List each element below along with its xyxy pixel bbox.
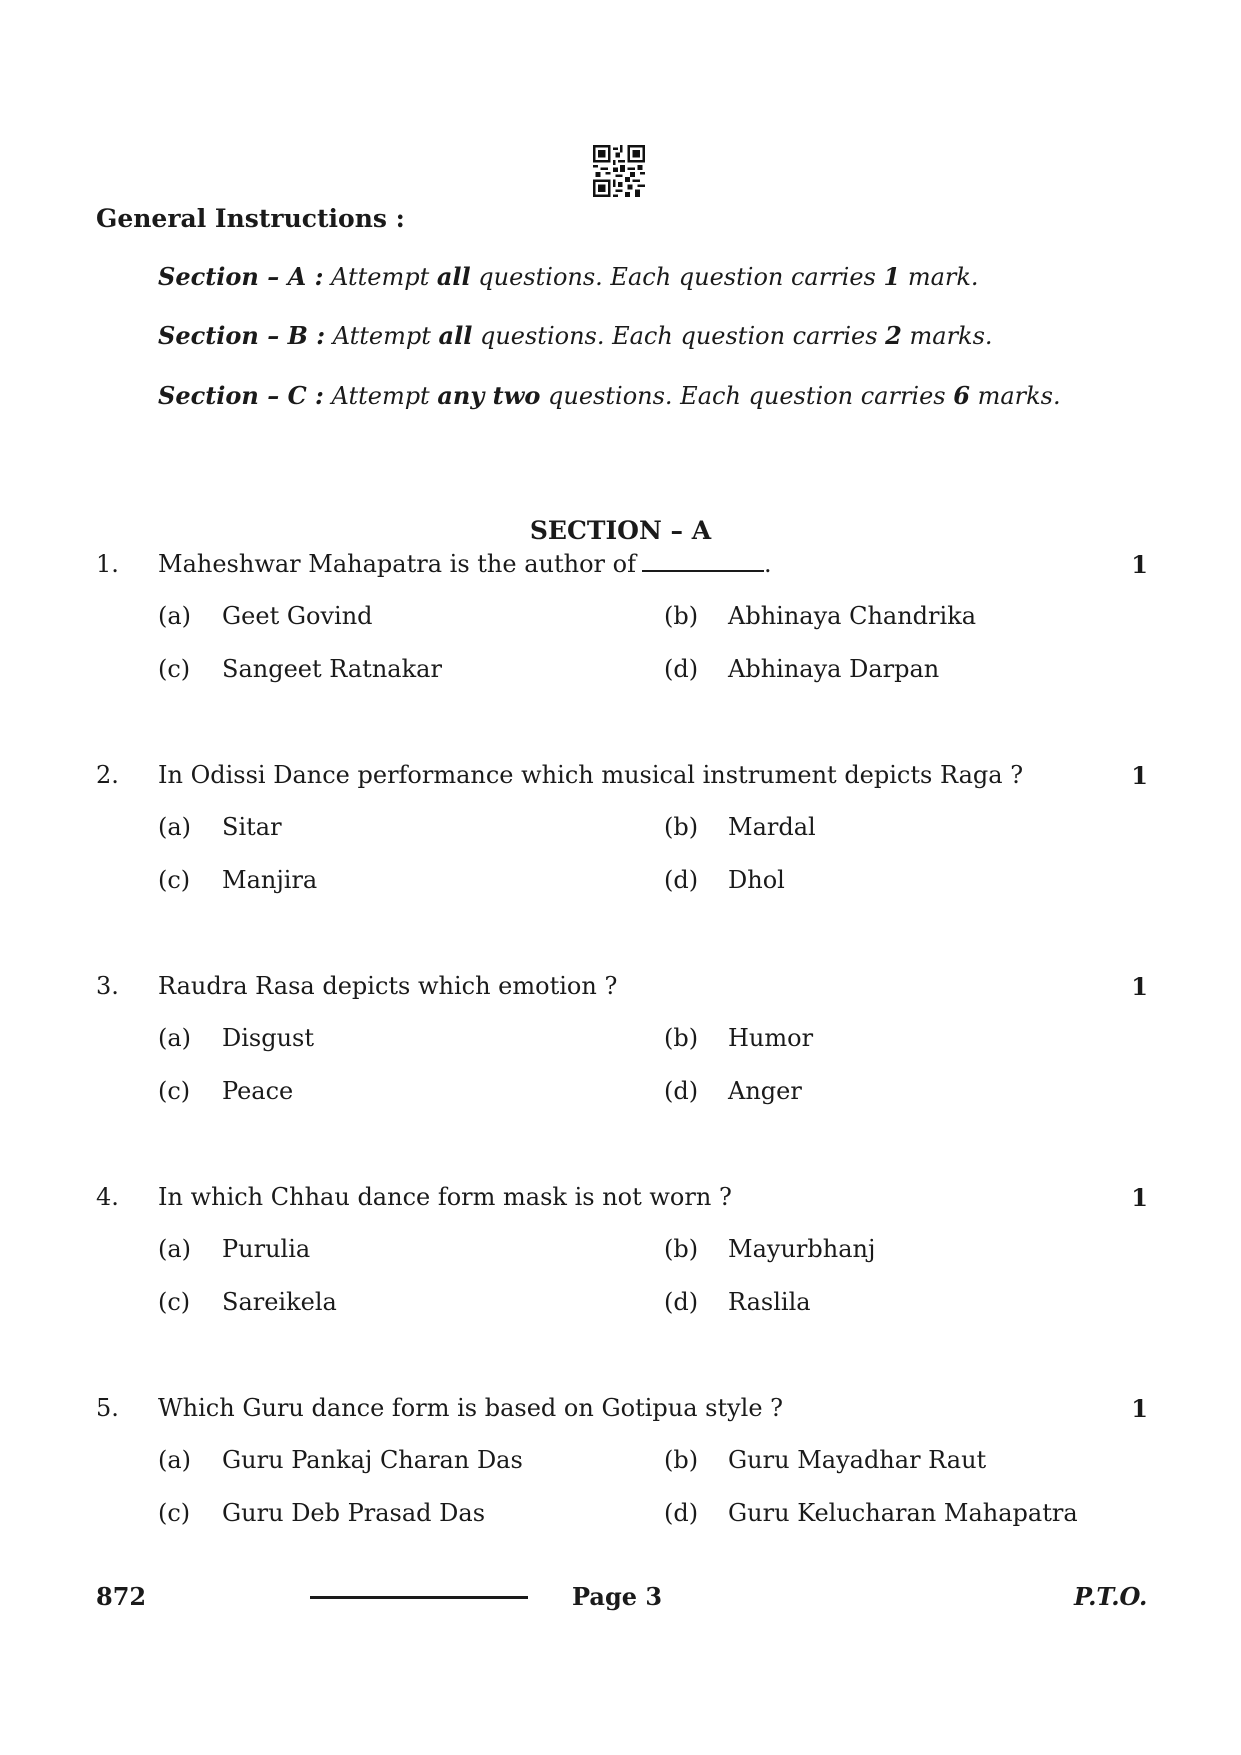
question-mark: 1 bbox=[1131, 1183, 1148, 1212]
option-text: Guru Deb Prasad Das bbox=[222, 1499, 486, 1527]
page-number: Page 3 bbox=[572, 1582, 663, 1611]
instruction-section-label: Section – A : bbox=[158, 262, 324, 291]
question-number: 3. bbox=[96, 972, 119, 1000]
option-text: Abhinaya Chandrika bbox=[728, 602, 977, 630]
option-text: Peace bbox=[222, 1077, 294, 1105]
instruction-text: marks. bbox=[969, 382, 1061, 410]
option-label: (a) bbox=[158, 1446, 192, 1474]
qr-code bbox=[593, 145, 645, 197]
option-text: Guru Pankaj Charan Das bbox=[222, 1446, 523, 1474]
option-label: (d) bbox=[664, 1288, 699, 1316]
option-text: Sangeet Ratnakar bbox=[222, 655, 442, 683]
option-label: (c) bbox=[158, 1499, 191, 1527]
instruction-section-label: Section – B : bbox=[158, 321, 326, 350]
question-text bbox=[158, 550, 772, 578]
instruction-text: questions. Each question carries bbox=[540, 382, 954, 410]
general-instructions-heading: General Instructions : bbox=[96, 204, 405, 233]
instruction-section-label: Section – C : bbox=[158, 381, 324, 410]
option-label: (c) bbox=[158, 1077, 191, 1105]
option-label: (d) bbox=[664, 1499, 699, 1527]
question-text: Raudra Rasa depicts which emotion ? bbox=[158, 972, 618, 1000]
instruction-emphasis: all bbox=[438, 321, 473, 350]
option-text: Geet Govind bbox=[222, 602, 373, 630]
question-stem-end: . bbox=[763, 550, 772, 578]
question-mark: 1 bbox=[1131, 761, 1148, 790]
option-label: (a) bbox=[158, 1024, 192, 1052]
option-text: Raslila bbox=[728, 1288, 811, 1316]
option-text: Guru Mayadhar Raut bbox=[728, 1446, 987, 1474]
option-text: Abhinaya Darpan bbox=[728, 655, 940, 683]
question-mark: 1 bbox=[1131, 550, 1148, 579]
option-label: (c) bbox=[158, 866, 191, 894]
question-mark: 1 bbox=[1131, 1394, 1148, 1423]
option-label: (b) bbox=[664, 1235, 699, 1263]
instruction-emphasis: all bbox=[436, 262, 471, 291]
section-a-title: SECTION – A bbox=[529, 516, 712, 545]
question-number: 2. bbox=[96, 761, 119, 789]
option-label: (b) bbox=[664, 1024, 699, 1052]
option-text: Mayurbhanj bbox=[728, 1235, 876, 1263]
instruction-text: Attempt bbox=[323, 263, 437, 291]
option-text: Humor bbox=[728, 1024, 814, 1052]
option-label: (c) bbox=[158, 655, 191, 683]
question-mark: 1 bbox=[1131, 972, 1148, 1001]
question-text: In Odissi Dance performance which musical instrument depicts Raga ? bbox=[158, 761, 1024, 789]
instruction-text: marks. bbox=[901, 322, 993, 350]
question-text: In which Chhau dance form mask is not worn ? bbox=[158, 1183, 732, 1211]
instruction-emphasis: any two bbox=[437, 381, 541, 410]
footer-divider bbox=[310, 1596, 528, 1599]
question-text: Which Guru dance form is based on Gotipua style ? bbox=[158, 1394, 784, 1422]
question-number: 4. bbox=[96, 1183, 119, 1211]
question-number: 5. bbox=[96, 1394, 119, 1422]
option-label: (b) bbox=[664, 1446, 699, 1474]
option-label: (a) bbox=[158, 602, 192, 630]
paper-code: 872 bbox=[96, 1582, 147, 1611]
option-label: (a) bbox=[158, 1235, 192, 1263]
instruction-marks: 6 bbox=[953, 381, 970, 410]
option-label: (d) bbox=[664, 1077, 699, 1105]
question-stem: Maheshwar Mahapatra is the author of bbox=[158, 550, 636, 578]
option-text: Purulia bbox=[222, 1235, 311, 1263]
instruction-text: mark. bbox=[900, 263, 979, 291]
instruction-text: Attempt bbox=[325, 322, 439, 350]
instruction-text: questions. Each question carries bbox=[470, 263, 884, 291]
option-label: (d) bbox=[664, 866, 699, 894]
option-text: Dhol bbox=[728, 866, 785, 894]
instruction-text: Attempt bbox=[323, 382, 438, 410]
option-text: Manjira bbox=[222, 866, 318, 894]
answer-blank bbox=[642, 552, 764, 572]
option-label: (d) bbox=[664, 655, 699, 683]
option-text: Sareikela bbox=[222, 1288, 337, 1316]
instruction-text: questions. Each question carries bbox=[472, 322, 886, 350]
question-number: 1. bbox=[96, 550, 119, 578]
option-label: (b) bbox=[664, 602, 699, 630]
instruction-section-b bbox=[158, 321, 993, 350]
option-text: Guru Kelucharan Mahapatra bbox=[728, 1499, 1078, 1527]
option-text: Mardal bbox=[728, 813, 816, 841]
option-text: Disgust bbox=[222, 1024, 315, 1052]
option-label: (c) bbox=[158, 1288, 191, 1316]
option-label: (a) bbox=[158, 813, 192, 841]
option-text: Anger bbox=[728, 1077, 802, 1105]
instruction-marks: 2 bbox=[885, 321, 902, 350]
option-label: (b) bbox=[664, 813, 699, 841]
pto-label: P.T.O. bbox=[1074, 1582, 1148, 1611]
instruction-section-a bbox=[158, 262, 979, 291]
instruction-marks: 1 bbox=[883, 262, 901, 291]
option-text: Sitar bbox=[222, 813, 282, 841]
instruction-section-c bbox=[158, 381, 1061, 410]
